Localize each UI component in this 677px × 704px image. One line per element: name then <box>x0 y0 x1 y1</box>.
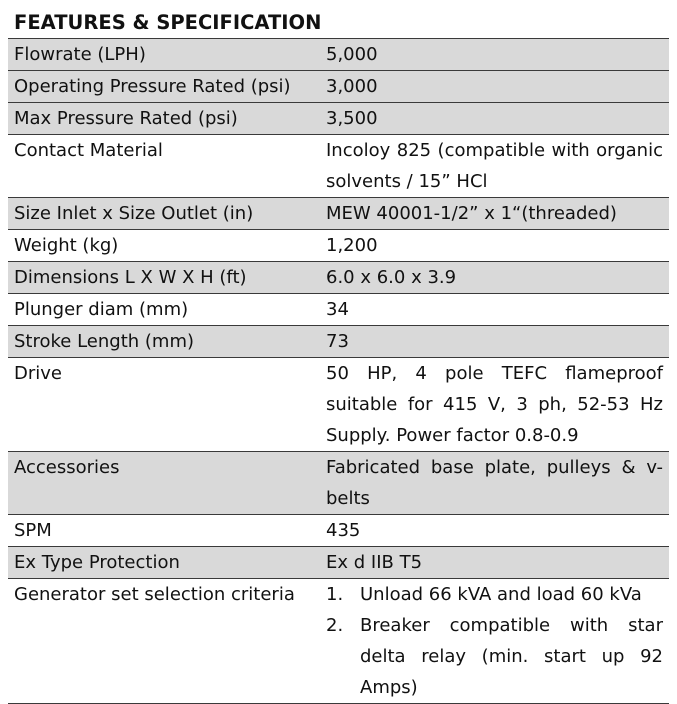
spec-row <box>8 452 669 515</box>
spec-label: Stroke Length (mm) <box>8 326 320 358</box>
spec-label: Ex Type Protection <box>8 547 320 579</box>
spec-table-body <box>8 8 669 704</box>
spec-value: 1,200 <box>320 230 669 262</box>
spec-label: Dimensions L X W X H (ft) <box>8 262 320 294</box>
criteria-item <box>326 610 663 703</box>
spec-label: Flowrate (LPH) <box>8 39 320 71</box>
spec-value: Incoloy 825 (compatible with organic solvents / 15” HCl <box>320 135 669 198</box>
criteria-text: Unload 66 kVA and load 60 kVa <box>360 584 642 605</box>
spec-row <box>8 230 669 262</box>
spec-value: 50 HP, 4 pole TEFC flameproof suitable for 415 V, 3 ph, 52-53 Hz Supply. Power factor 0.8-0.9 <box>320 358 669 452</box>
spec-label: Weight (kg) <box>8 230 320 262</box>
criteria-number: 2. <box>326 615 344 636</box>
criteria-item <box>326 579 663 610</box>
spec-row-generator <box>8 579 669 704</box>
spec-value: 5,000 <box>320 39 669 71</box>
spec-value: 3,000 <box>320 71 669 103</box>
spec-value: 34 <box>320 294 669 326</box>
criteria-list <box>326 579 663 703</box>
title-row <box>8 8 669 39</box>
spec-value: 435 <box>320 515 669 547</box>
spec-label: Accessories <box>8 452 320 515</box>
spec-value: Fabricated base plate, pulleys & v-belts <box>320 452 669 515</box>
spec-value: Ex d IIB T5 <box>320 547 669 579</box>
spec-label: Max Pressure Rated (psi) <box>8 103 320 135</box>
spec-row <box>8 294 669 326</box>
spec-label: SPM <box>8 515 320 547</box>
spec-value: 73 <box>320 326 669 358</box>
spec-row <box>8 135 669 198</box>
spec-label: Plunger diam (mm) <box>8 294 320 326</box>
spec-label: Generator set selection criteria <box>8 579 320 704</box>
spec-row <box>8 515 669 547</box>
spec-row <box>8 198 669 230</box>
spec-label: Operating Pressure Rated (psi) <box>8 71 320 103</box>
spec-row <box>8 326 669 358</box>
spec-row <box>8 358 669 452</box>
spec-value-list <box>320 579 669 704</box>
spec-value: 6.0 x 6.0 x 3.9 <box>320 262 669 294</box>
spec-value: 3,500 <box>320 103 669 135</box>
spec-row <box>8 71 669 103</box>
spec-row <box>8 39 669 71</box>
spec-label: Drive <box>8 358 320 452</box>
criteria-text: Breaker compatible with star delta relay (min. start up 92 Amps) <box>360 615 663 698</box>
criteria-number: 1. <box>326 584 344 605</box>
spec-value: MEW 40001-1/2” x 1“(threaded) <box>320 198 669 230</box>
spec-row <box>8 262 669 294</box>
spec-row <box>8 547 669 579</box>
spec-table <box>8 8 669 704</box>
table-title: FEATURES & SPECIFICATION <box>8 8 669 39</box>
spec-label: Contact Material <box>8 135 320 198</box>
spec-row <box>8 103 669 135</box>
spec-label: Size Inlet x Size Outlet (in) <box>8 198 320 230</box>
